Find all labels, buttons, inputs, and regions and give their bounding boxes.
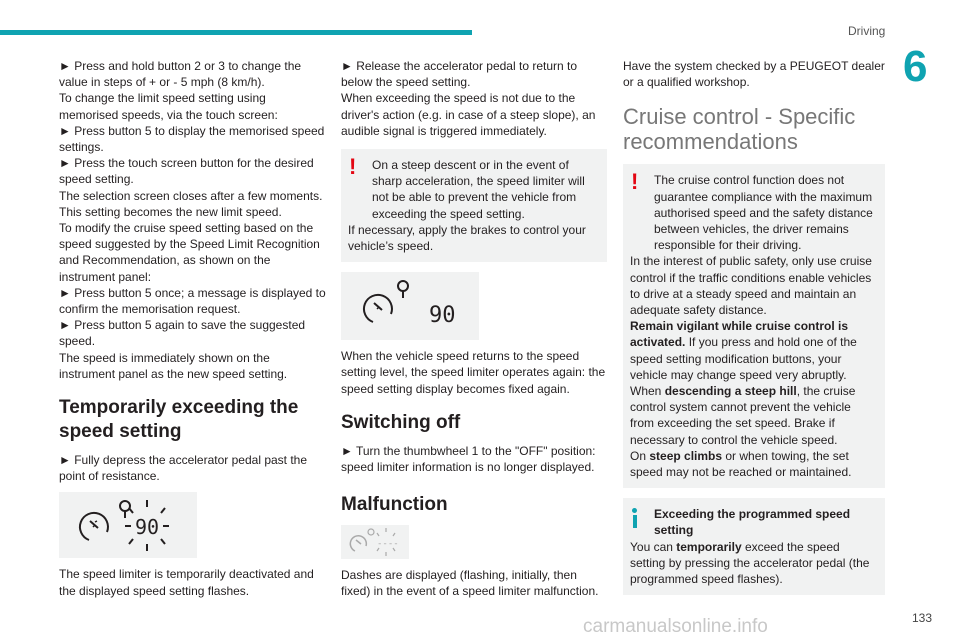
speed-limiter-figure-fixed	[341, 272, 479, 340]
header-accent-bar	[0, 30, 472, 35]
warning-box	[341, 149, 607, 262]
warning-bold: steep climbs	[649, 448, 723, 463]
page-number: 133	[912, 611, 933, 625]
paragraph: To modify the cruise speed setting based on the speed suggested by the Speed Limit Recognition and Recommendation, as shown on the instrument panel:	[59, 221, 320, 284]
section-heading: Malfunction	[341, 494, 448, 516]
paragraph: Dashes are displayed (flashing, initially, then fixed) in the event of a speed limiter malfunction.	[341, 568, 599, 599]
warning-text: If necessary, apply the brakes to control your vehicle’s speed.	[348, 222, 586, 254]
info-icon	[632, 508, 637, 528]
column-3	[623, 58, 885, 605]
warning-bold: descending a steep hill	[664, 384, 797, 399]
column-1	[59, 58, 327, 599]
paragraph: ► Turn the thumbwheel 1 to the "OFF" position: speed limiter information is no longer displayed.	[341, 443, 596, 475]
paragraph: The speed limiter is temporarily deactivated and the displayed speed setting flashes.	[59, 567, 314, 598]
paragraph: ► Fully depress the accelerator pedal past the point of resistance.	[59, 453, 308, 484]
speed-limiter-icon	[59, 492, 197, 558]
info-bold: temporarily	[676, 539, 742, 554]
paragraph: ► Press and hold button 2 or 3 to change the value in steps of + or - 5 mph (8 km/h).	[59, 59, 302, 90]
paragraph: ► Press button 5 once; a message is displayed to confirm the memorisation request.	[59, 285, 326, 317]
paragraph: The selection screen closes after a few moments.	[59, 188, 323, 203]
section-title: Driving	[848, 24, 886, 38]
speed-limiter-icon	[341, 525, 409, 559]
column-2	[341, 58, 607, 600]
warning-text: In the interest of public safety, only use cruise control if the traffic conditions enable vehicles to drive at a steady speed and maintain an adequate safety distance.	[630, 254, 872, 318]
warning-text: Remain vigilant while cruise control is activated. If you press and hold one of the speed setting modification buttons, your vehicle may change speed very abruptly.	[630, 319, 857, 382]
paragraph: ► Release the accelerator pedal to return to below the speed setting.	[341, 59, 578, 90]
paragraph: To change the limit speed setting using memorised speeds, via the touch screen:	[59, 91, 278, 122]
paragraph: When exceeding the speed is not due to the driver's action (e.g. in case of a steep slope), an audible signal is triggered immediately.	[341, 91, 596, 138]
paragraph: ► Press button 5 again to save the suggested speed.	[59, 318, 306, 349]
paragraph: The speed is immediately shown on the instrument panel as the new speed setting.	[59, 350, 288, 381]
dashes-display: ----	[377, 539, 399, 550]
info-box	[623, 498, 885, 595]
paragraph: When the vehicle speed returns to the speed setting level, the speed limiter operates again: the speed setting display becomes fixed again.	[341, 349, 606, 396]
warning-text: When descending a steep hill, the cruise control system cannot prevent the vehicle from exceeding the set speed. Brake if necessary to control the vehicle speed.	[630, 384, 856, 447]
warning-text: On steep climbs or when towing, the set speed may not be reached or maintained.	[630, 448, 852, 480]
warning-exclamation-icon: !	[349, 154, 357, 180]
paragraph: This setting becomes the new limit speed.	[59, 204, 282, 219]
warning-bold: Remain vigilant while cruise control is activated.	[630, 319, 849, 350]
watermark: carmanualsonline.info	[583, 616, 768, 637]
warning-text: The cruise control function does not guarantee compliance with the maximum authorised speed and the safety distance between vehicles, the driver remains responsible for their driving.	[654, 173, 873, 253]
speed-limiter-figure-flashing	[59, 492, 197, 558]
info-text: You can temporarily exceed the speed setting by pressing the accelerator pedal (the programmed speed flashes).	[630, 539, 870, 587]
section-heading: Switching off	[341, 411, 461, 433]
paragraph: ► Press button 5 to display the memorised speed settings.	[59, 123, 325, 155]
speed-setting-value: 90	[135, 515, 160, 540]
malfunction-figure	[341, 525, 409, 559]
section-heading: Cruise control - Specific recommendations	[623, 104, 856, 155]
speed-limiter-icon	[341, 272, 479, 340]
speed-setting-value: 90	[429, 303, 456, 329]
paragraph: Have the system checked by a PEUGEOT dealer or a qualified workshop.	[623, 59, 885, 90]
paragraph: ► Press the touch screen button for the desired speed setting.	[59, 156, 314, 187]
warning-exclamation-icon: !	[631, 169, 639, 195]
info-title: Exceeding the programmed speed setting	[654, 507, 851, 538]
section-heading: Temporarily exceeding the speed setting	[59, 397, 299, 443]
warning-box	[623, 164, 885, 488]
chapter-number: 6	[903, 42, 928, 91]
warning-text: On a steep descent or in the event of sharp acceleration, the speed limiter will not be able to prevent the vehicle from exceeding the speed setting.	[372, 158, 585, 221]
